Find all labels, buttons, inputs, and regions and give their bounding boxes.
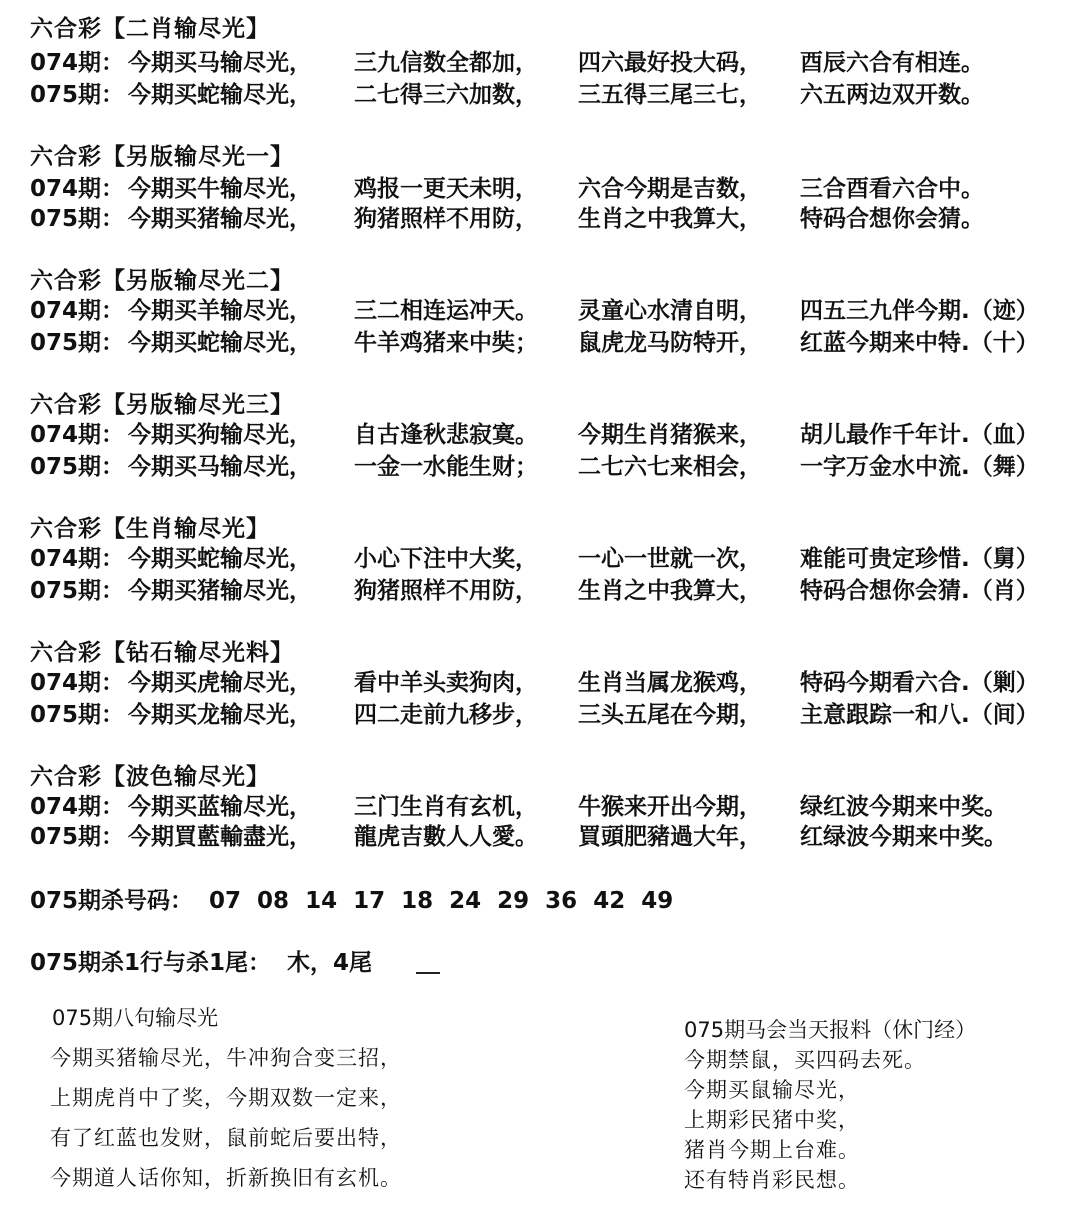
verse-part-4: 特码合想你会猜.（肖） [800,578,1039,604]
verse-part-3: 生肖当属龙猴鸡， [578,670,762,696]
verse-part-3: 六合今期是吉数， [578,176,762,202]
period-label: 075期： [30,578,125,604]
verse-part-4: 酉辰六合有相连。 [800,50,984,76]
verse-part-2: 看中羊头卖狗肉， [354,670,538,696]
verse-part-1: 今期买蓝输尽光， [128,794,312,820]
verse-part-3: 買頭肥豬過大年， [578,824,762,850]
verse-part-3: 生肖之中我算大， [578,578,762,604]
verse-part-2: 二七得三六加数， [354,82,538,108]
verse-part-2: 三九信数全都加， [354,50,538,76]
period-label: 074期： [30,794,125,820]
verse-line: 有了红蓝也发财，鼠前蛇后要出特， [50,1126,402,1150]
verse-part-2: 牛羊鸡猪来中奘； [354,330,538,356]
horse-club-report-title: 075期马会当天报料（休门经） [684,1018,977,1042]
verse-part-2: 一金一水能生财； [354,454,538,480]
verse-part-4: 红蓝今期来中特.（十） [800,330,1039,356]
report-line: 还有特肖彩民想。 [684,1168,860,1192]
verse-part-2: 三门生肖有玄机， [354,794,538,820]
verse-part-3: 鼠虎龙马防特开， [578,330,762,356]
kill-element-tail-line: 075期杀1行与杀1尾： 木，4尾 [30,950,373,976]
section-title-7: 六合彩【波色输尽光】 [30,764,270,790]
section-title-4: 六合彩【另版输尽光三】 [30,392,294,418]
verse-part-1: 今期买马输尽光， [128,50,312,76]
verse-part-4: 难能可贵定珍惜.（舅） [800,546,1039,572]
verse-part-3: 二七六七来相会， [578,454,762,480]
verse-line: 今期道人话你知，折新换旧有玄机。 [50,1166,402,1190]
period-label: 074期： [30,546,125,572]
verse-part-1: 今期买猪输尽光， [128,578,312,604]
verse-line: 上期虎肖中了奖，今期双数一定来， [50,1086,402,1110]
section-title-5: 六合彩【生肖输尽光】 [30,516,270,542]
verse-part-1: 今期买狗输尽光， [128,422,312,448]
verse-part-3: 今期生肖猪猴来， [578,422,762,448]
verse-part-4: 六五两边双开数。 [800,82,984,108]
eight-line-verse-title: 075期八句输尽光 [52,1006,219,1030]
verse-part-4: 特码今期看六合.（剿） [800,670,1039,696]
report-line: 猪肖今期上台难。 [684,1138,860,1162]
verse-part-2: 小心下注中大奖， [354,546,538,572]
verse-part-1: 今期买龙输尽光， [128,702,312,728]
verse-part-3: 三五得三尾三七， [578,82,762,108]
period-label: 075期： [30,206,125,232]
verse-part-3: 四六最好投大码， [578,50,762,76]
kill-numbers-line: 075期杀号码： 07 08 14 17 18 24 29 36 42 49 [30,888,674,914]
verse-part-3: 灵童心水清自明， [578,298,762,324]
verse-part-4: 三合酉看六合中。 [800,176,984,202]
verse-part-4: 胡儿最作千年计.（血） [800,422,1039,448]
period-label: 074期： [30,298,125,324]
verse-part-2: 鸡报一更天未明， [354,176,538,202]
verse-part-2: 龍虎吉數人人愛。 [354,824,538,850]
verse-part-4: 红绿波今期来中奖。 [800,824,1007,850]
period-label: 074期： [30,50,125,76]
verse-part-1: 今期买猪输尽光， [128,206,312,232]
period-label: 075期： [30,330,125,356]
verse-part-1: 今期買藍輸盡光， [128,824,312,850]
verse-part-1: 今期买羊输尽光， [128,298,312,324]
verse-part-4: 主意跟踪一和八.（间） [800,702,1039,728]
verse-part-4: 一字万金水中流.（舞） [800,454,1039,480]
divider-dash [416,972,440,974]
verse-part-4: 特码合想你会猜。 [800,206,984,232]
section-title-2: 六合彩【另版输尽光一】 [30,144,294,170]
verse-part-2: 四二走前九移步， [354,702,538,728]
verse-part-2: 自古逢秋悲寂寞。 [354,422,538,448]
period-label: 075期： [30,454,125,480]
section-title-3: 六合彩【另版输尽光二】 [30,268,294,294]
verse-part-2: 狗猪照样不用防， [354,206,538,232]
report-line: 上期彩民猪中奖， [684,1108,860,1132]
verse-part-3: 牛猴来开出今期， [578,794,762,820]
verse-part-1: 今期买牛输尽光， [128,176,312,202]
verse-part-1: 今期买马输尽光， [128,454,312,480]
verse-part-4: 四五三九伴今期.（迹） [800,298,1039,324]
verse-part-2: 狗猪照样不用防， [354,578,538,604]
verse-part-3: 生肖之中我算大， [578,206,762,232]
period-label: 074期： [30,670,125,696]
period-label: 075期： [30,702,125,728]
verse-part-3: 一心一世就一次， [578,546,762,572]
verse-part-1: 今期买蛇输尽光， [128,82,312,108]
period-label: 074期： [30,176,125,202]
verse-part-1: 今期买蛇输尽光， [128,546,312,572]
report-line: 今期买鼠输尽光， [684,1078,860,1102]
report-line: 今期禁鼠，买四码去死。 [684,1048,926,1072]
section-title-1: 六合彩【二肖输尽光】 [30,16,270,42]
verse-part-1: 今期买蛇输尽光， [128,330,312,356]
period-label: 075期： [30,824,125,850]
section-title-6: 六合彩【钻石输尽光料】 [30,640,294,666]
verse-part-4: 绿红波今期来中奖。 [800,794,1007,820]
verse-part-1: 今期买虎输尽光， [128,670,312,696]
period-label: 075期： [30,82,125,108]
verse-line: 今期买猪输尽光，牛冲狗合变三招， [50,1046,402,1070]
verse-part-2: 三二相连运冲天。 [354,298,538,324]
period-label: 074期： [30,422,125,448]
verse-part-3: 三头五尾在今期， [578,702,762,728]
